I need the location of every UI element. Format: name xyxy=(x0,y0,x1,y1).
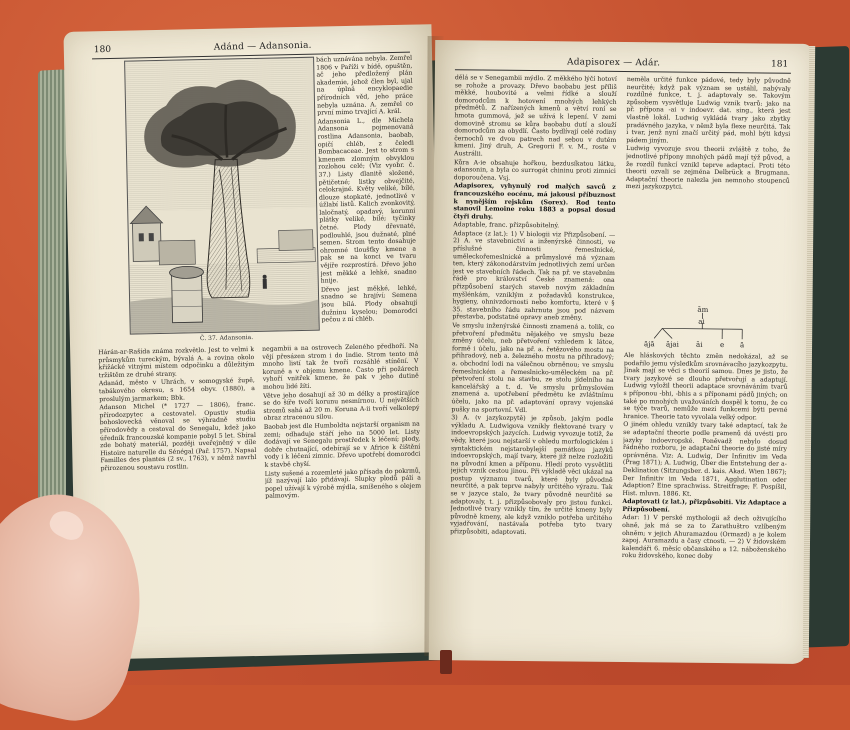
paragraph: O jiném ohledu vznikly tvary také adaptací, tak že se adaptační theorie podle pramenů dá uvésti pro jazyky indoevropské. Poněvadž nebylo dosud řádného rozboru, je adaptační theorie do jisté míry oprávněna. Viz: A. Ludwig, Der Infinitiv im Veda (Prag 1871); A. Ludwig, Über die Entstehung der a-Deklination (Sitzungsber. d. kais. Akad. Wien 1867); Der Infinitiv im Veda 1871, Agglutination oder Adaption? Eine sprachwiss. Streitfrage; F. Pospíšil, Hist. mluvn. 1886. Kt. xyxy=(622,421,787,499)
tree-label: ām xyxy=(697,306,708,314)
baobab-engraving xyxy=(124,57,320,335)
paragraph: negambii a na ostrovech Zeleného předhoří. Na vějí přesázen strom i do Indie. Strom tento má mnoho listí tak že tvoří rozsáhlé stínění. V koruně a v objemu kmene. Často při požárech vyhoří vnitřek kmene, že pak v jeho dutině mohou lidé žíti. xyxy=(262,343,419,392)
paragraph: Adansonia L., dle Michela Adansona pojmenovaná rostlina Adansonia, baobab, opičí chléb, z čeledi Bombacaceae. Jest to strom s kmenem zlomným obvyklou rozlohou celé; (Viz vyobr. č. 37.) Listy dlanitě složené, pětičetné; listky obvejčité, celokrajné. Květy veliké, bílé, dlouze stopkaté, jednotlivé v úžlabí listů. Kalich zvonkovitý, laločnatý, opadavý, korunní plátky veliké, bílé; tyčinky četné. Plody dřevnaté, podlouhlé, jsou dužnaté, plné semen. Strom tento dosahuje ohromné tloušťky kmene a pak se na konci ve tvaru vějíře rozprostírá. Dřevo jeho jest měkké a lehké, snadno hnije. xyxy=(317,116,416,285)
paragraph: Adanson Michel (* 1727 — 1806), franc. přírodozpytec a cestovatel. Opustiv studia bohoslovecká věnoval se výhradně studiu přírodovědy a cestoval do Senegalu, kdež jako úředník francouzské kompanie pobyl 5 let. Sbíral zde bohatý materiál, později uveřejněný v díle Histoire naturelle du Sénégal (Pař. 1757). Napsal Familles des plantes (2 sv., 1763), v němž navrhl přirozenou soustavu rostlin. xyxy=(99,401,256,473)
bookmark-ribbon[interactable] xyxy=(440,650,452,674)
paragraph: Adaptace (z lat.): 1) V biologii viz Přizpůsobení. — 2) A. ve stavebnictví a inženýrské činnosti, ve příslušné činnosti řemeslnické, uměleckořemeslnické a průmyslové má význam ten, který zákonodárstvím jednotlivých zemí určen jest ve stavebních řádech. Tak na př. ve stavebním řádě pro království České znamená: ona přizpůsobení starých staveb novým základním myšlénkám, vzniklým z požadavků konstrukce, hygieny, ohnivzdornosti nebo komfortu, které v § 35. stavebního řádu zahrnuta jsou pod názvem přestavba, podstatné opravy aneb změny. xyxy=(452,230,615,323)
right-column-1 xyxy=(449,74,617,644)
tree-label: e xyxy=(720,341,724,349)
paragraph: Kůra A-ie obsahuje hořkou, bezdusíkatou látku, adansonin, a byla co surrogát chininu proti zimnici doporoučena. Vsj. xyxy=(454,159,616,183)
right-column-2-top xyxy=(624,76,790,310)
paragraph: Ale hláskových těchto změn nedokázal, až se podařilo jemu výsledkům srovnávacího jazykozpytu. Jinak mají se věci s theorií samou. Dnes je jisto, že tvary jazykové se dlouho přetvořují a adaptují. Ludwig vyložil theorii adaptace srovnáváním tvarů s příponou -bhi, -bhis a s příponami pádů jiných; on také po mnohých uvažováních dospěl k tomu, že co se týče tvarů, nemůže mezi funkcemi býti pevné hranice. Theorie tato vyvolala velký odpor. xyxy=(623,352,788,422)
headword-paragraph: Adapisorex, vyhynulý rod malých savců z francouzského eocénu, má jakousi příbuznost k nynějším rejskům (Sorex). Rod tento stanovil Lemoine roku 1883 a popsal dosud čtyři druhy. xyxy=(453,183,615,223)
paragraph: Listy sušené a rozemleté jako přísada do pokrmů, jíž nazývají lalo přidávají. Slupky plodů pálí a popel užívají k výrobě mýdla, smíšeného s olejem palmovým. xyxy=(265,467,422,501)
paragraph: Ludwig vyvozuje svou theorii zvláště z toho, že jednotlivé přípony mnohých pádů mají týž původ, a že rozdíl funkcí vznikl teprve adaptací. Proti této theorii ozvali se zejména Delbrück a Brugmann. Adaptační theorie nalezla jen nemnoho stoupenců mezi jazykozpytci. xyxy=(626,145,790,192)
paragraph: Větve jeho dosahují až 30 m délky a prostirajíce se do šíře tvoří korunu nesmírnou. U největších stromů sahá až 20 m. Koruna A-ii tvoří velkolepý obraz ztracenou silou. xyxy=(263,389,420,423)
left-running-head: Adánd — Adansonia. xyxy=(214,41,312,53)
paragraph: Dřevo jest měkké, lehké, snadno se hrajíví; Semena jsou bílá. Plody obsahují dužninu kyselou; Domorodci pečou z ní chléb. xyxy=(321,284,418,324)
paragraph: neměla určité funkce pádové, tedy byly původně neurčité; když pak význam se ustálil, nabývaly rozdílné funkce, t. j. adaptovaly se. Takovým způsobem vysvětluje Ludwig vznik tvarů: jako na př. přípona -ai v indoevr. dat. sing., která jest vlastně lokál. Ludwig vykládá tvary jako zbytky pradávného jazyka, v němž byla flexe neurčitá. Tak i tvar, jenž nyní značí určitý pád, mohl býti kdysi pádem jiným. xyxy=(626,76,791,146)
paragraph: dělá se v Senegambii mýdlo. Z měkkého lýčí hotoví se rohože a provazy. Dřevo baobabu jest příliš měkké, houbovité a velmi řídké a slouží domorodcům k hotovení mnohých lehkých předmětů. Z nařízených kmenů a větví roní se hmota gummová, jež se užívá k lepení. V zemi domovině stromu se kůra baobabu dutí a slouží domorodcům za obydlí. Často bydlívají celé rodiny černochů ve dvou patrech nad sebou v dutém kmeni. Jiný druh, A. Gregorii F. v. M., roste v Austrálii. xyxy=(454,74,617,159)
tree-label: ājai xyxy=(666,340,680,348)
paragraph: Baobab jest dle Humboldta nejstarší organism na zemi; odhaduje stáří jeho na 5000 let. Listy dodávají ve Senegalu prostředek k léčení; plody, dobře chutnající, odebírají se v Africe k čištění vody i k léčení zimnic. Dřevo upotřebí domorodci k stavbě chyší. xyxy=(264,420,421,469)
tree-label: āi xyxy=(696,341,703,349)
tree-label: ājā xyxy=(644,340,655,348)
right-page-number: 181 xyxy=(771,60,788,70)
paragraph: bách uznávána nebyla. Zemřel 1806 v Paříži v bídě, opuštěn, ač jeho předložený plán akademie, jehož člen byl, ujal na úplná encyklopaedie přírodních věd, jeho práce nebyla uznána. A. zemřel co první mimo trvající A. král. xyxy=(316,55,413,118)
adaptation-tree-diagram xyxy=(642,304,762,351)
right-running-head: Adapisorex — Adár. xyxy=(567,57,660,68)
baobab-tree-illustration xyxy=(125,58,319,334)
right-header-rule xyxy=(455,69,791,74)
paragraph: 3) A. (v jazykozpytě) je způsob, jakým podle výkladu A. Ludwigova vznikly flektované tvary v indoevropských jazycích. Ludwig vyvozuje totiž, že vědy, které jsou nejstarší v ohledu morfologickém i syntaktickém nejstarobylejší památkou jazyků indoevropských, mají tvary, které již nelze rozložiti na původní kmen a příponu. Hledí proto vysvětliti jejich vznik cestou jinou. Při výkladě věci ukázal na postup významu tvarů, které byly původně neurčité, a pak teprve nabyly určitého výrazu. Tak se v jazyce stalo, že tvary původně neurčité se adaptovaly, t. j. přizpůsobovaly pro jistou funkci. Jednotlivé tvary vznikly tím, že určité kmeny byly původně kmeny, ale když vzniklo potřeba určitého vyjadřování, nastávala potřeba tyto tvary přizpůsobiti, adaptovati. xyxy=(450,414,613,537)
figure-caption: Č. 37. Adansonia. xyxy=(200,334,253,342)
left-top-right-column xyxy=(316,55,418,347)
paragraph: Adanád, město v Uhrách, v somogyské župě, tabákového okresu, s 1654 obyv. (1880), a proslulým jarmarkem; Bbk. xyxy=(99,377,255,403)
headword-paragraph: Adaptovati (z lat.), přizpůsobiti. Viz Adaptace a Přizpůsobení. xyxy=(622,498,786,515)
paragraph: Hárán-ar-Rašída známa rozkvětlo. Jest to velmi k průsmykům tureckým, bývalá A. a rovina okolo křižácké vitnými místem odpočinku a důležitým tržištěm ze druhé strany. xyxy=(98,346,255,380)
left-bottom-column-2 xyxy=(262,343,424,646)
paragraph: Adar: 1) V perské mythologii až dech oživujícího ohně, jak má se za to Zarathuštro vzlíbeným ohněm; v jejich Ahuramazdou (Ormazd) a je kolem zapoj. Auramazdu a časy ctnosti. — 2) V židovském kalendáři 6. měsíc občanského a 12. náboženského roku židovského, konec doby xyxy=(622,514,786,561)
paragraph: Ve smyslu inženýrské činnosti znamená a. tolik, co přetvoření předmětu nějakého ve smyslu beze změny účelu, neb přetvoření vzhledem k látce, formě i účelu, jako na př. a. řetězového mostu na přihradový, neb a. železného mostu na přihradový; a. obchodní lodi na válečnou obrněnou; ve smyslu řemeslnickém a řemeslnicko-uměleckém na př. přetvoření stolu na stavbu, ze stolu jídelního na kancelářský a t. d. Ve smyslu průmyslovém znamená a. upotřebení předmětu ke zvláštnímu účelu, jako na př. adaptování opravy vojenské pušky na sportovní. Vdl. xyxy=(451,322,614,415)
paragraph: Adaptable, franc. přizpůsobitelný. xyxy=(453,222,615,231)
right-column-2-bottom xyxy=(621,352,788,650)
right-page[interactable] xyxy=(429,40,813,664)
left-page-number: 180 xyxy=(94,45,111,55)
tree-label: ā xyxy=(740,341,744,349)
tree-label: ai xyxy=(698,318,705,326)
